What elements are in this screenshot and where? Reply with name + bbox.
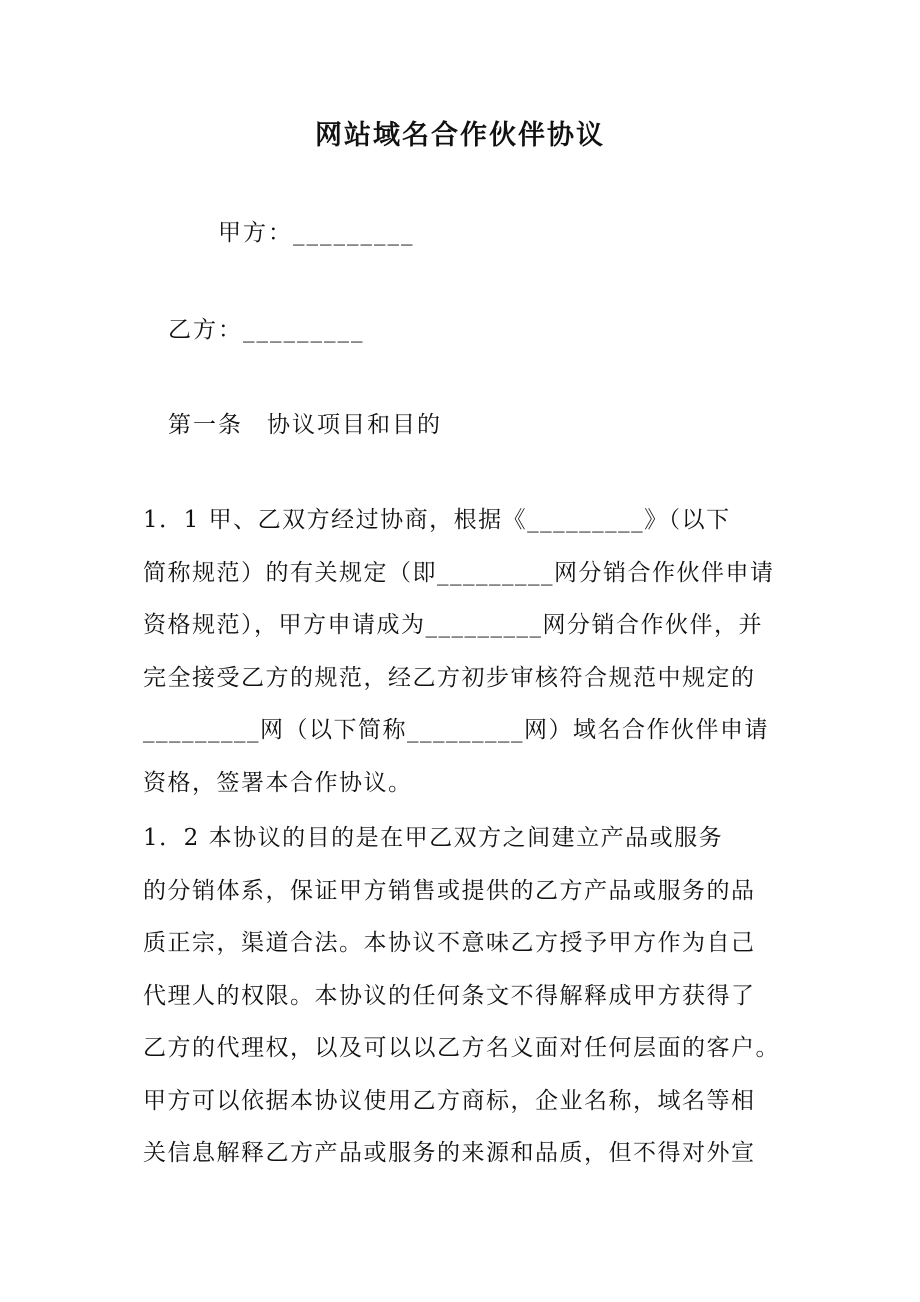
paragraph-line: _________网（以下简称_________网）域名合作伙伴申请 bbox=[143, 717, 769, 743]
paragraph-1-1 bbox=[143, 494, 783, 809]
paragraph-line: 1．1 甲、乙双方经过协商，根据《_________》（以下 bbox=[143, 507, 731, 533]
paragraph-line: 完全接受乙方的规范，经乙方初步审核符合规范中规定的 bbox=[143, 664, 756, 691]
party-b-label: 乙方： bbox=[168, 317, 243, 343]
article-1-number: 第一条 bbox=[168, 412, 243, 438]
paragraph-line: 简称规范）的有关规定（即_________网分销合作伙伴申请 bbox=[143, 559, 775, 586]
party-b-blank: _________ bbox=[243, 317, 365, 343]
party-a-line bbox=[218, 215, 415, 251]
paragraph-line: 质正宗，渠道合法。本协议不意味乙方授予甲方作为自己 bbox=[143, 930, 756, 956]
paragraph-line: 代理人的权限。本协议的任何条文不得解释成甲方获得了 bbox=[143, 982, 756, 1009]
paragraph-line: 乙方的代理权，以及可以以乙方名义面对任何层面的客户。 bbox=[143, 1035, 780, 1061]
party-a-label: 甲方： bbox=[218, 220, 293, 246]
article-1-heading bbox=[168, 407, 442, 443]
paragraph-line: 的分销体系，保证甲方销售或提供的乙方产品或服务的品 bbox=[143, 877, 756, 904]
party-b-line bbox=[168, 312, 365, 348]
paragraph-line: 资格规范），甲方申请成为_________网分销合作伙伴，并 bbox=[143, 612, 763, 638]
article-1-title: 协议项目和目的 bbox=[267, 412, 442, 438]
paragraph-line: 关信息解释乙方产品或服务的来源和品质，但不得对外宣 bbox=[143, 1140, 756, 1166]
paragraph-1-2 bbox=[143, 812, 783, 1180]
paragraph-line: 甲方可以依据本协议使用乙方商标，企业名称，域名等相 bbox=[143, 1087, 756, 1114]
document-title: 网站域名合作伙伴协议 bbox=[315, 120, 605, 151]
paragraph-line: 1．2 本协议的目的是在甲乙双方之间建立产品或服务 bbox=[143, 825, 724, 851]
paragraph-line: 资格，签署本合作协议。 bbox=[143, 769, 413, 796]
party-a-blank: _________ bbox=[293, 220, 415, 246]
